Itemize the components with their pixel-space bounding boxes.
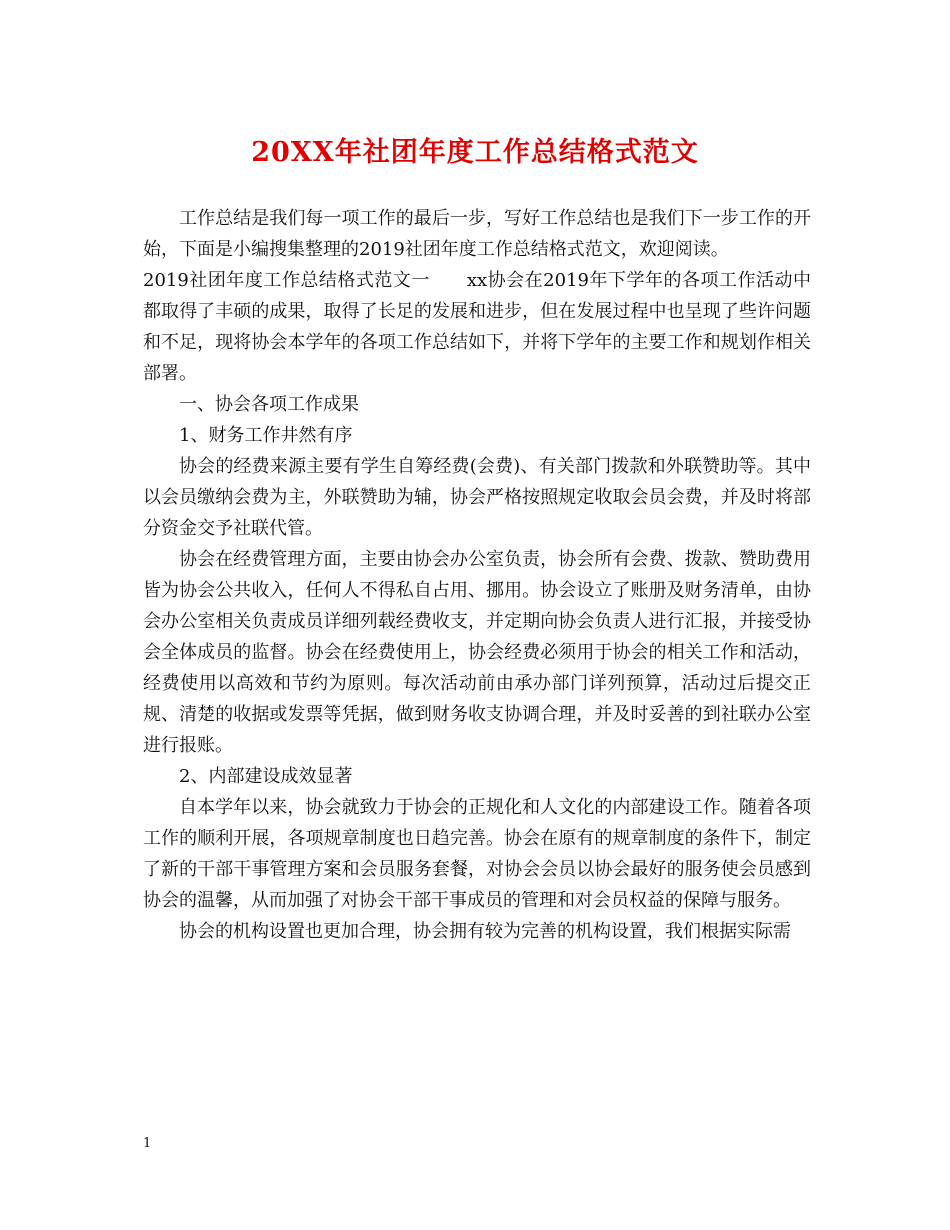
paragraph-funding-management: 协会在经费管理方面，主要由协会办公室负责，协会所有会费、拨款、赞助费用皆为协会公共收入，任何人不得私自占用、挪用。协会设立了账册及财务清单，由协会办公室相关负责成员详细列载经费收支，并定期向协会负责人进行汇报，并接受协会全体成员的监督。协会在经费使用上，协会经费必须用于协会的相关工作和活动，经费使用以高效和节约为原则。每次活动前由承办部门详列预算，活动过后提交正规、清楚的收据或发票等凭据，做到财务收支协调合理，并及时妥善的到社联办公室进行报账。 bbox=[143, 549, 811, 756]
paragraph-intro: 工作总结是我们每一项工作的最后一步，写好工作总结也是我们下一步工作的开始，下面是小编搜集整理的2019社团年度工作总结格式范文，欢迎阅读。 bbox=[143, 208, 811, 260]
paragraph-funding-sources: 协会的经费来源主要有学生自筹经费(会费)、有关部门拨款和外联赞助等。其中以会员缴纳会费为主，外联赞助为辅，协会严格按照规定收取会员会费，并及时将部分资金交予社联代管。 bbox=[143, 456, 811, 539]
document-title: 20XX年社团年度工作总结格式范文 bbox=[251, 137, 699, 168]
document-body bbox=[143, 203, 811, 947]
paragraph-organization: 协会的机构设置也更加合理，协会拥有较为完善的机构设置，我们根据实际需 bbox=[179, 921, 791, 942]
section-heading-achievements: 一、协会各项工作成果 bbox=[179, 394, 359, 415]
paragraph-overview: 2019社团年度工作总结格式范文一 xx协会在2019年下学年的各项工作活动中都取得了丰硕的成果，取得了长足的发展和进步，但在发展过程中也呈现了些许问题和不足，现将协会本学年的各项工作总结如下，并将下学年的主要工作和规划作相关部署。 bbox=[143, 270, 811, 384]
subheading-finance: 1、财务工作井然有序 bbox=[179, 425, 353, 446]
subheading-internal-building: 2、内部建设成效显著 bbox=[179, 766, 353, 787]
page-number: 1 bbox=[143, 1136, 152, 1151]
paragraph-internal-building: 自本学年以来，协会就致力于协会的正规化和人文化的内部建设工作。随着各项工作的顺利开展，各项规章制度也日趋完善。协会在原有的规章制度的条件下，制定了新的干部干事管理方案和会员服务套餐，对协会会员以协会最好的服务使会员感到协会的温馨，从而加强了对协会干部干事成员的管理和对会员权益的保障与服务。 bbox=[143, 797, 811, 911]
